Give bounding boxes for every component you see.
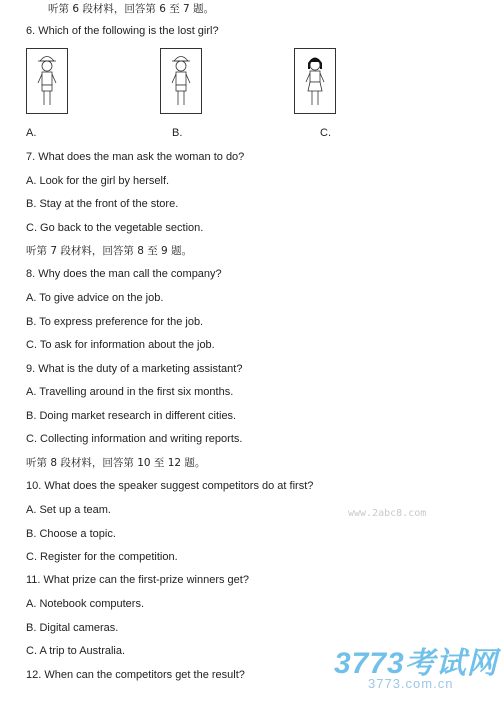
- q11-option-a: A. Notebook computers.: [26, 598, 145, 610]
- q8-option-c: C. To ask for information about the job.: [26, 339, 215, 351]
- q11-option-b: B. Digital cameras.: [26, 622, 119, 634]
- girl-cap-figure-icon: [161, 49, 201, 113]
- q10-option-a: A. Set up a team.: [26, 504, 111, 516]
- q7-option-a: A. Look for the girl by herself.: [26, 175, 170, 187]
- q9-option-a: A. Travelling around in the first six months.: [26, 386, 234, 398]
- question-10: 10. What does the speaker suggest competitors do at first?: [26, 480, 314, 492]
- question-9: 9. What is the duty of a marketing assistant?: [26, 363, 243, 375]
- girl-dark-hair-figure-icon: [295, 49, 335, 113]
- option-b-picture: [160, 48, 202, 114]
- url-watermark: 3773.com.cn: [368, 676, 454, 691]
- q8-option-a: A. To give advice on the job.: [26, 292, 164, 304]
- q9-option-b: B. Doing market research in different cities.: [26, 410, 237, 422]
- question-6: 6. Which of the following is the lost girl?: [26, 25, 219, 37]
- q11-option-c: C. A trip to Australia.: [26, 645, 126, 657]
- q9-option-c: C. Collecting information and writing reports.: [26, 433, 243, 445]
- section-6-note: 听第 6 段材料，回答第 6 至 7 题。: [48, 3, 215, 15]
- question-11: 11. What prize can the first-prize winners get?: [26, 574, 249, 586]
- section-7-note: 听第 7 段材料，回答第 8 至 9 题。: [26, 245, 193, 257]
- q7-option-c: C. Go back to the vegetable section.: [26, 222, 204, 234]
- q10-option-c: C. Register for the competition.: [26, 551, 178, 563]
- option-b-label: B.: [172, 127, 183, 139]
- logo-watermark: 3773考试网: [334, 647, 498, 680]
- option-c-picture: [294, 48, 336, 114]
- q10-option-b: B. Choose a topic.: [26, 528, 116, 540]
- section-8-note: 听第 8 段材料，回答第 10 至 12 题。: [26, 457, 206, 469]
- question-7: 7. What does the man ask the woman to do?: [26, 151, 245, 163]
- question-12: 12. When can the competitors get the result?: [26, 669, 245, 681]
- option-a-picture: [26, 48, 68, 114]
- q8-option-b: B. To express preference for the job.: [26, 316, 204, 328]
- question-8: 8. Why does the man call the company?: [26, 268, 222, 280]
- option-c-label: C.: [320, 127, 331, 139]
- girl-cap-figure-icon: [27, 49, 67, 113]
- site-watermark: www.2abc8.com: [348, 508, 427, 519]
- option-a-label: A.: [26, 127, 37, 139]
- q7-option-b: B. Stay at the front of the store.: [26, 198, 179, 210]
